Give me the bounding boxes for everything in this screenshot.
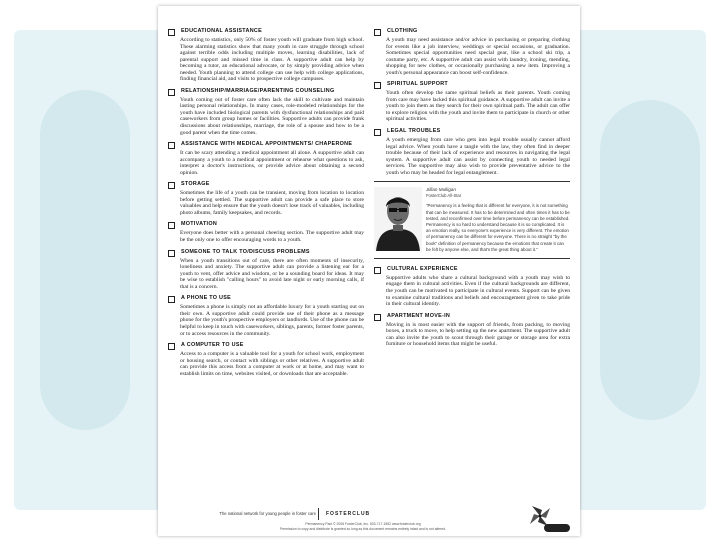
section-body: Sometimes the life of a youth can be transient, moving from location to location before getting settled. The supportive adult can provide a safe place to store valuables and help ensure that the youth doesn't lose track of valuables, including photo albums, family keepsakes, and records. bbox=[180, 190, 364, 216]
section-body: A youth may need assistance and/or advice in purchasing or preparing clothing for events like a job interview, weddings or special occasions, or graduation. Sometimes special opportunities need special gear, like a school ski trip, a costume party, etc. A supportive adult can assist with laundry, ironing, mending, shopping for new clothes, or occasionally purchasing a new item. Improving a youth's personal appearance can boost self-confidence. bbox=[386, 37, 570, 76]
section-body: Supportive adults who share a cultural background with a youth may wish to engage them in cultural activities. Even if the cultural backgrounds are different, the youth can be motivated to participate in cultural events. Support can be given to examine cultural traditions and beliefs and encouragement given to take pride in their cultural identity. bbox=[386, 274, 570, 308]
section-someone-to-talk-to bbox=[168, 249, 364, 291]
quote-content bbox=[426, 187, 570, 253]
checkbox[interactable] bbox=[374, 267, 381, 274]
checkbox[interactable] bbox=[374, 82, 381, 89]
section-apartment-move-in bbox=[374, 313, 570, 348]
checkbox[interactable] bbox=[374, 314, 381, 321]
section-body: Sometimes a phone is simply not an affordable luxury for a youth starting out on their own. A supportive adult could provide use of their phone as a message phone for the youth's prospective employers or landlords. Use of the phone can be helpful to keep in touch with caseworkers, siblings, parents, former foster parents, or to access resources in the community. bbox=[180, 304, 364, 337]
left-column bbox=[168, 28, 364, 382]
footer-permission-line: Permission to copy and distribute is granted so long as this document remains entirely intact and is not altered. bbox=[279, 526, 447, 531]
section-legal-troubles bbox=[374, 128, 570, 176]
section-title: CULTURAL EXPERIENCE bbox=[387, 265, 458, 272]
checkbox[interactable] bbox=[168, 142, 175, 149]
page-footer bbox=[158, 500, 580, 536]
checkbox[interactable] bbox=[168, 296, 175, 303]
section-body: Youth coming out of foster care often lack the skill to cultivate and maintain lasting personal relationships. In many cases, role-modeled relationships for the youth have included biological parents with dysfunctional relationships and paid caseworkers from group homes or facilities. Supportive adults can provide frank discussions about relationships, marriage, the role of a spouse and how to be a good parent when the time comes. bbox=[180, 96, 364, 136]
background-shape-right bbox=[600, 100, 700, 420]
fosterclub-logo bbox=[510, 502, 574, 534]
section-title: LEGAL TROUBLES bbox=[387, 128, 441, 135]
section-body: Moving in is most easier with the support of friends, from packing, to moving boxes, a truck to move, to help setting up the new apartment. The supportive adult can also invite the youth to scout through their garage or storage area for extra furniture or household items that might be useful. bbox=[386, 321, 570, 348]
section-relationship-counseling bbox=[168, 88, 364, 136]
checkbox[interactable] bbox=[168, 182, 175, 189]
checkbox[interactable] bbox=[168, 222, 175, 229]
background-shape-left bbox=[40, 90, 130, 430]
footer-brand: FOSTERCLUB bbox=[326, 511, 371, 517]
section-title: ASSISTANCE WITH MEDICAL APPOINTMENTS/ CHAPERONE bbox=[181, 141, 353, 148]
section-title: SPIRITUAL SUPPORT bbox=[387, 81, 449, 88]
section-body: Access to a computer is a valuable tool for a youth for school work, employment or housing search, or contact with siblings or other relatives. A supportive adult can provide this access from a computer at work or at home, and may want to establish limits on time, websites visited, or downloads that are acceptable. bbox=[180, 351, 364, 377]
section-title: CLOTHING bbox=[387, 28, 418, 34]
section-storage bbox=[168, 181, 364, 216]
section-phone-to-use bbox=[168, 295, 364, 337]
checkbox[interactable] bbox=[168, 89, 175, 96]
footer-divider bbox=[318, 508, 319, 520]
checkbox[interactable] bbox=[168, 250, 175, 257]
section-title: A COMPUTER TO USE bbox=[181, 342, 244, 349]
section-body: It can be scary attending a medical appointment all alone. A supportive adult can accompany a youth to a medical appointment or rehearse what questions to ask, interpret a doctor's instructions, or provide advice about obtaining a second opinion. bbox=[180, 150, 364, 176]
checkbox[interactable] bbox=[168, 343, 175, 350]
quote-text: "Permanency is a feeling that is different for everyone, it is not something that can be measured. It has to be determined and often times it has to be tested, and reconfirmed over time before permanency can be established. Permanency is so hard to understand because it is so complicated. It is an emotion really, so everyone's experience is very different. The emotion of permanency can be different for everyone. There is no straight "by the book" definition of permanency because the emotions that create it can be felt by anyone else, and that's the great thing about it." bbox=[426, 203, 570, 252]
section-body: Youth often develop the same spiritual beliefs as their parents. Youth coming from care may have lacked this spiritual guidance. A supportive adult can invite a youth to join them as they search for their own spiritual path. The adult can offer to explore religion with the youth and invite them to participate in church or other spiritual activities. bbox=[386, 90, 570, 123]
pinwheel-logo-icon bbox=[510, 502, 574, 534]
person-portrait-icon bbox=[374, 187, 422, 251]
section-cultural-experience bbox=[374, 266, 570, 308]
section-title: APARTMENT MOVE-IN bbox=[387, 312, 451, 319]
section-educational-assistance bbox=[168, 28, 364, 83]
section-clothing bbox=[374, 28, 570, 76]
section-title: SOMEONE TO TALK TO/DISCUSS PROBLEMS bbox=[181, 248, 310, 255]
section-title: STORAGE bbox=[181, 181, 210, 188]
document-page bbox=[158, 6, 580, 536]
footer-tagline: The national network for young people in foster care bbox=[219, 511, 316, 516]
checkbox[interactable] bbox=[168, 29, 175, 36]
footer-copyright-line: Permanency Pact © 2006 FosterClub, Inc. 503-717-1552 www.fosterclub.org bbox=[305, 522, 421, 526]
section-title: RELATIONSHIP/MARRIAGE/PARENTING COUNSELING bbox=[181, 87, 335, 94]
section-body: A youth emerging from care who gets into legal trouble usually cannot afford legal advice. When youth have a tangle with the law, they often find in deeper trouble because of their lack of experience and resources in navigating the legal system. A supportive adult can assist by connecting youth to needed legal services. The supportive may also wish to provide preventative advice to the youth who may be headed for legal entanglement. bbox=[386, 137, 570, 176]
section-title: MOTIVATION bbox=[181, 221, 218, 228]
footer-copyright bbox=[218, 522, 508, 532]
quote-author-name: Jillian Mulligan bbox=[426, 187, 456, 193]
section-body: When a youth transitions out of care, there are often moments of insecurity, loneliness and anxiety. The supportive adult can provide a listening ear for a youth to vent, offer advice and wisdom, or be a sounding board for ideas. It may be wise to establish "calling hours" to avoid late night or early morning calls, if that is a concern. bbox=[180, 257, 364, 290]
checkbox[interactable] bbox=[374, 129, 381, 136]
section-computer-to-use bbox=[168, 342, 364, 377]
section-medical-appointments bbox=[168, 141, 364, 176]
quote-box bbox=[374, 181, 570, 259]
section-body: Everyone does better with a personal cheering section. The supportive adult may be the only one to offer encouraging words to a youth. bbox=[180, 230, 364, 244]
checkbox[interactable] bbox=[374, 29, 381, 36]
section-body: According to statistics, only 50% of foster youth will graduate from high school. These alarming statistics show that many youth in care struggle through school against terrible odds including multiple moves, learning disabilities, lack of parental support and missed time in class. A supportive adult can help by becoming a tutor, an educational advocate, or by simply providing advice when needed. Youth planning to attend college can use help with college applications, finding financial aid, and visits to prospective college campuses. bbox=[180, 37, 364, 83]
section-spiritual-support bbox=[374, 81, 570, 123]
portrait-photo bbox=[374, 187, 422, 251]
section-title: EDUCATIONAL ASSISTANCE bbox=[181, 28, 262, 34]
right-column bbox=[374, 28, 570, 353]
section-title: A PHONE TO USE bbox=[181, 295, 232, 302]
quote-author-org: FosterClub All-Star bbox=[426, 193, 462, 199]
section-motivation bbox=[168, 221, 364, 243]
